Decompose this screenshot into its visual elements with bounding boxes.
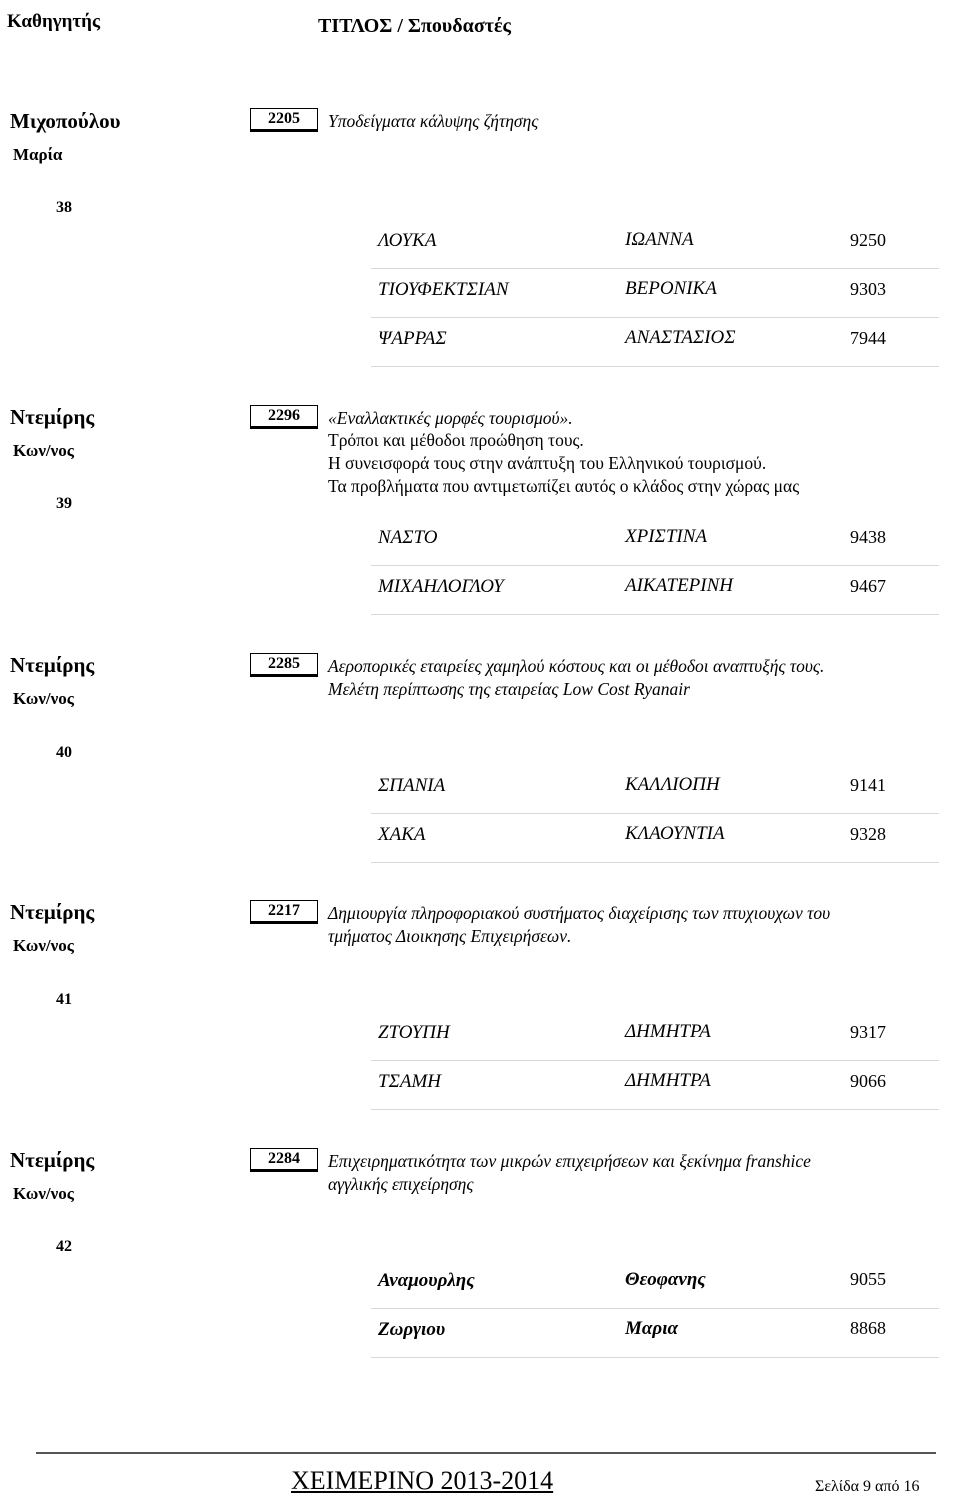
student-id: 7944 [850,328,886,348]
student-surname: ΖΤΟΥΠΗ [378,1022,450,1043]
thesis-title-line: Υποδείγματα κάλυψης ζήτησης [328,111,539,131]
student-firstname: ΑΝΑΣΤΑΣΙΟΣ [625,327,736,348]
thesis-title [328,1150,811,1196]
header-title-label: ΤΙΤΛΟΣ / Σπουδαστές [318,15,511,37]
student-surname: ΤΙΟΥΦΕΚΤΣΙΑΝ [378,279,509,300]
thesis-title-line: αγγλικής επιχείρησης [328,1174,474,1194]
thesis-title-line: Επιχειρηματικότητα των μικρών επιχειρήσεων και ξεκίνημα franshice [328,1151,811,1171]
row-divider [371,1357,939,1358]
row-divider [371,565,939,566]
student-surname: ΨΑΡΡΑΣ [378,328,447,349]
student-firstname: Μαρια [625,1318,678,1339]
thesis-code: 2205 [250,108,318,132]
student-firstname: ΚΑΛΛΙΟΠΗ [625,774,720,795]
thesis-title-line: Μελέτη περίπτωσης της εταιρείας Low Cost Ryanair [328,679,690,699]
row-divider [371,614,939,615]
student-id: 9250 [850,230,886,250]
supervisor-surname: Ντεμίρης [10,405,95,429]
supervisor-firstname: Κων/νος [13,936,74,955]
thesis-code: 2217 [250,900,318,924]
row-divider [371,813,939,814]
row-divider [371,862,939,863]
student-id: 9303 [850,279,886,299]
supervisor-surname: Ντεμίρης [10,1148,95,1172]
thesis-code: 2296 [250,405,318,429]
row-divider [371,1060,939,1061]
footer-divider [36,1452,936,1454]
student-firstname: ΔΗΜΗΤΡΑ [625,1021,711,1042]
page-number: Σελίδα 9 από 16 [815,1478,920,1495]
student-surname: ΧΑΚΑ [378,824,426,845]
thesis-title [328,655,824,701]
student-firstname: ΧΡΙΣΤΙΝΑ [625,526,708,547]
student-id: 9328 [850,824,886,844]
header-supervisor-label: Καθηγητής [7,11,100,32]
thesis-title [328,110,538,133]
student-firstname: Θεοφανης [625,1269,706,1290]
thesis-title [328,407,799,498]
footer-term: ΧΕΙΜΕΡΙΝΟ 2013-2014 [291,1466,554,1495]
student-id: 9141 [850,775,886,795]
student-surname: ΤΣΑΜΗ [378,1071,442,1092]
student-firstname: ΒΕΡΟΝΙΚΑ [625,278,717,299]
student-surname: ΝΑΣΤΟ [378,527,438,548]
thesis-title [328,902,830,948]
student-surname: ΛΟΥΚΑ [378,230,437,251]
student-firstname: ΑΙΚΑΤΕΡΙΝΗ [625,575,734,596]
row-divider [371,317,939,318]
entry-number: 41 [56,991,72,1008]
thesis-title-line: Τρόποι και μέθοδοι προώθηση τους. [328,430,584,450]
supervisor-firstname: Κων/νος [13,689,74,708]
entry-number: 39 [56,495,72,512]
thesis-title-line: Δημιουργία πληροφοριακού συστήματος διαχείρισης των πτυχιουχων του [328,903,831,923]
student-id: 9467 [850,576,886,596]
supervisor-firstname: Μαρία [13,145,63,164]
thesis-code: 2284 [250,1148,318,1172]
row-divider [371,268,939,269]
thesis-title-line: Η συνεισφορά τους στην ανάπτυξη του Ελληνικού τουρισμού. [328,453,767,473]
supervisor-firstname: Κων/νος [13,1184,74,1203]
student-surname: ΜΙΧΑΗΛΟΓΛΟΥ [378,576,504,597]
supervisor-surname: Ντεμίρης [10,653,95,677]
student-id: 8868 [850,1318,886,1338]
supervisor-surname: Ντεμίρης [10,900,95,924]
student-firstname: ΚΛΑΟΥΝΤΙΑ [625,823,725,844]
entry-number: 42 [56,1238,72,1255]
student-surname: Ζωργιου [378,1319,446,1340]
student-id: 9066 [850,1071,886,1091]
student-surname: ΣΠΑΝΙΑ [378,775,446,796]
row-divider [371,366,939,367]
supervisor-surname: Μιχοπούλου [10,109,121,133]
supervisor-firstname: Κων/νος [13,441,74,460]
entry-number: 38 [56,199,72,216]
thesis-title-line: τμήματος Διοικησης Επιχειρήσεων. [328,926,572,946]
entry-number: 40 [56,744,72,761]
thesis-title-line: Τα προβλήματα που αντιμετωπίζει αυτός ο κλάδος στην χώρας μας [328,476,800,496]
student-surname: Αναμουρλης [378,1270,475,1291]
row-divider [371,1109,939,1110]
thesis-code: 2285 [250,653,318,677]
thesis-title-line: «Εναλλακτικές μορφές τουρισμού». [328,408,573,428]
student-id: 9055 [850,1269,886,1289]
thesis-title-line: Αεροπορικές εταιρείες χαμηλού κόστους και οι μέθοδοι αναπτυξής τους. [328,656,825,676]
student-id: 9317 [850,1022,886,1042]
student-id: 9438 [850,527,886,547]
student-firstname: ΔΗΜΗΤΡΑ [625,1070,711,1091]
row-divider [371,1308,939,1309]
student-firstname: ΙΩΑΝΝΑ [625,229,694,250]
